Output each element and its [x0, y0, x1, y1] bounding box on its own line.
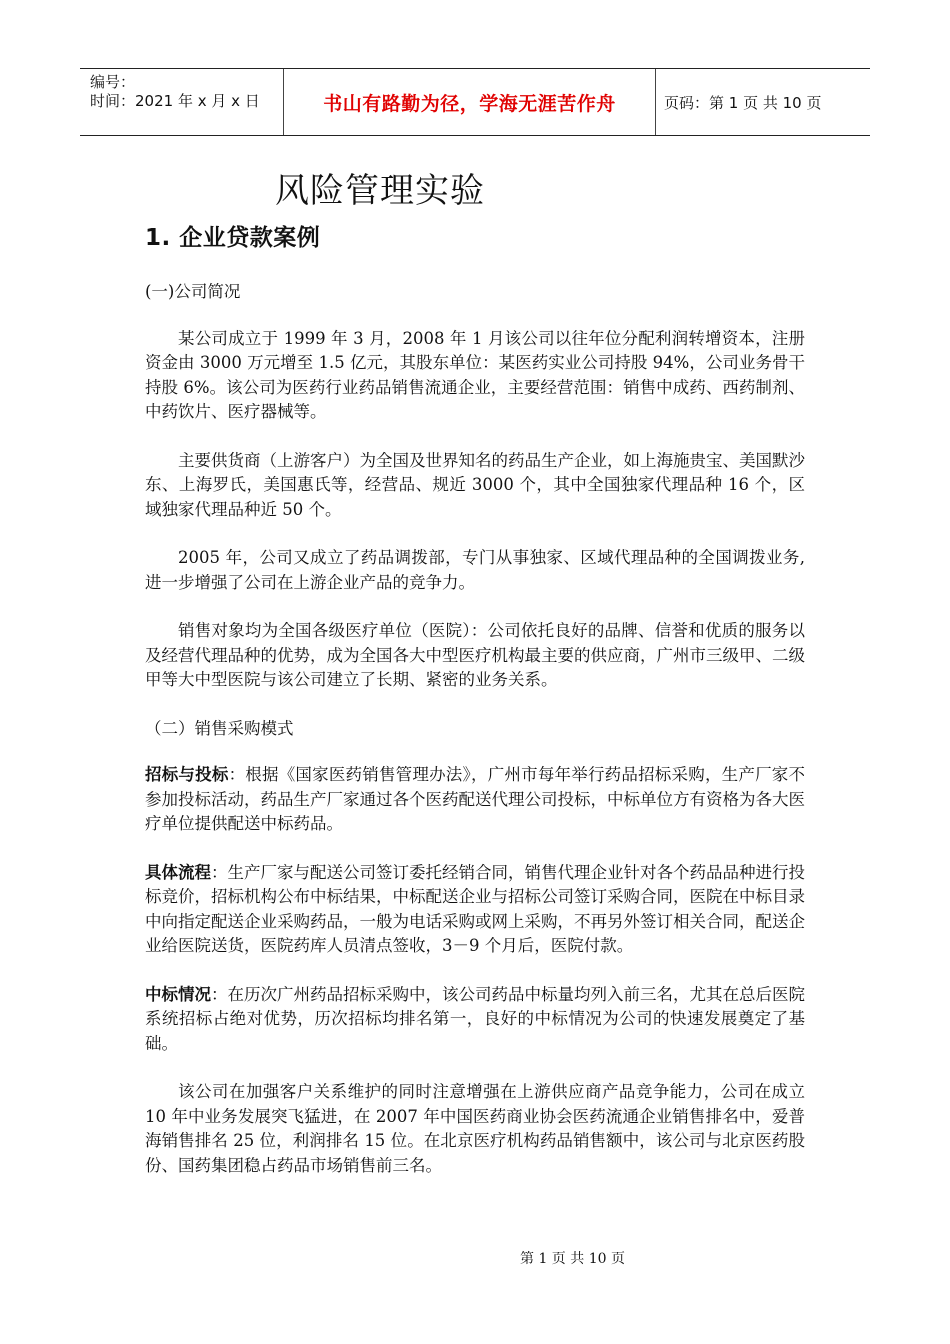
header-motto: 书山有路勤为径，学海无涯苦作舟	[323, 92, 616, 115]
paragraph-label: 中标情况	[145, 984, 211, 1004]
page-footer: 第 1 页 共 10 页	[520, 1251, 625, 1267]
document-header	[80, 68, 870, 136]
paragraph	[145, 763, 805, 837]
header-page-info: 页码：第 1 页 共 10 页	[664, 93, 822, 112]
paragraph-label: 招标与投标	[145, 765, 229, 784]
paragraph: 该公司在加强客户关系维护的同时注意增强在上游供应商产品竞争能力，公司在成立 10 年中业务发展突飞猛进，在 2007 年中国医药商业协会医药流通企业销售排名中，爱普海销售排名 25 位，利润排名 15 位。在北京医疗机构药品销售额中，该公司与北京医药股份、国药集团稳占药品市场销售前三名。	[145, 1082, 805, 1175]
document-subtitle: 1. 企业贷款案例	[145, 225, 321, 251]
document-title: 风险管理实验	[275, 171, 485, 211]
header-meta	[80, 69, 283, 135]
paragraph	[145, 861, 805, 959]
section-heading-company: (一)公司简况	[145, 282, 241, 301]
paragraph	[145, 983, 805, 1057]
paragraph: 某公司成立于 1999 年 3 月，2008 年 1 月该公司以往年位分配利润转增资本，注册资金由 3000 万元增至 1.5 亿元，其股东单位：某医药实业公司持股 94%，公司业务骨干持股 6%。该公司为医药行业药品销售流通企业，主要经营范围：销售中成药、西药制剂、中药饮片、医疗器械等。	[145, 328, 805, 421]
paragraph: 主要供货商（上游客户）为全国及世界知名的药品生产企业，如上海施贵宝、美国默沙东、上海罗氏，美国惠氏等，经营品、规近 3000 个，其中全国独家代理品种 16 个，区域独家代理品种近 50 个。	[145, 450, 805, 519]
paragraph-text: ：生产厂家与配送公司签订委托经销合同，销售代理企业针对各个药品品种进行投标竞价，招标机构公布中标结果，中标配送企业与招标公司签订采购合同，医院在中标目录中向指定配送企业采购药品，一般为电话采购或网上采购，不再另外签订相关合同，配送企业给医院送货，医院药库人员清点签收，3－9 个月后，医院付款。	[145, 862, 805, 955]
number-label: 编号：	[90, 73, 136, 91]
paragraph-text: ：在历次广州药品招标采购中，该公司药品中标量均列入前三名，尤其在总后医院系统招标占绝对优势，历次招标均排名第一，良好的中标情况为公司的快速发展奠定了基础。	[145, 984, 805, 1053]
paragraph-text: ：根据《国家医药销售管理办法》，广州市每年举行药品招标采购，生产厂家不参加投标活动，药品生产厂家通过各个医药配送代理公司投标，中标单位方有资格为各大医疗单位提供配送中标药品。	[145, 765, 806, 833]
section-heading-sales: （二）销售采购模式	[145, 718, 294, 738]
time-label: 时间：2021 年 x 月 x 日	[90, 92, 260, 110]
header-motto-cell	[283, 69, 656, 135]
document-body	[145, 280, 805, 1202]
paragraph: 2005 年，公司又成立了药品调拨部，专门从事独家、区域代理品种的全国调拨业务,进一步增强了公司在上游企业产品的竞争力。	[145, 548, 805, 592]
paragraph: 销售对象均为全国各级医疗单位（医院）：公司依托良好的品牌、信誉和优质的服务以及经营代理品种的优势，成为全国各大中型医疗机构最主要的供应商，广州市三级甲、二级甲等大中型医院与该公司建立了长期、紧密的业务关系。	[145, 621, 805, 689]
paragraph-label: 具体流程	[145, 862, 211, 882]
